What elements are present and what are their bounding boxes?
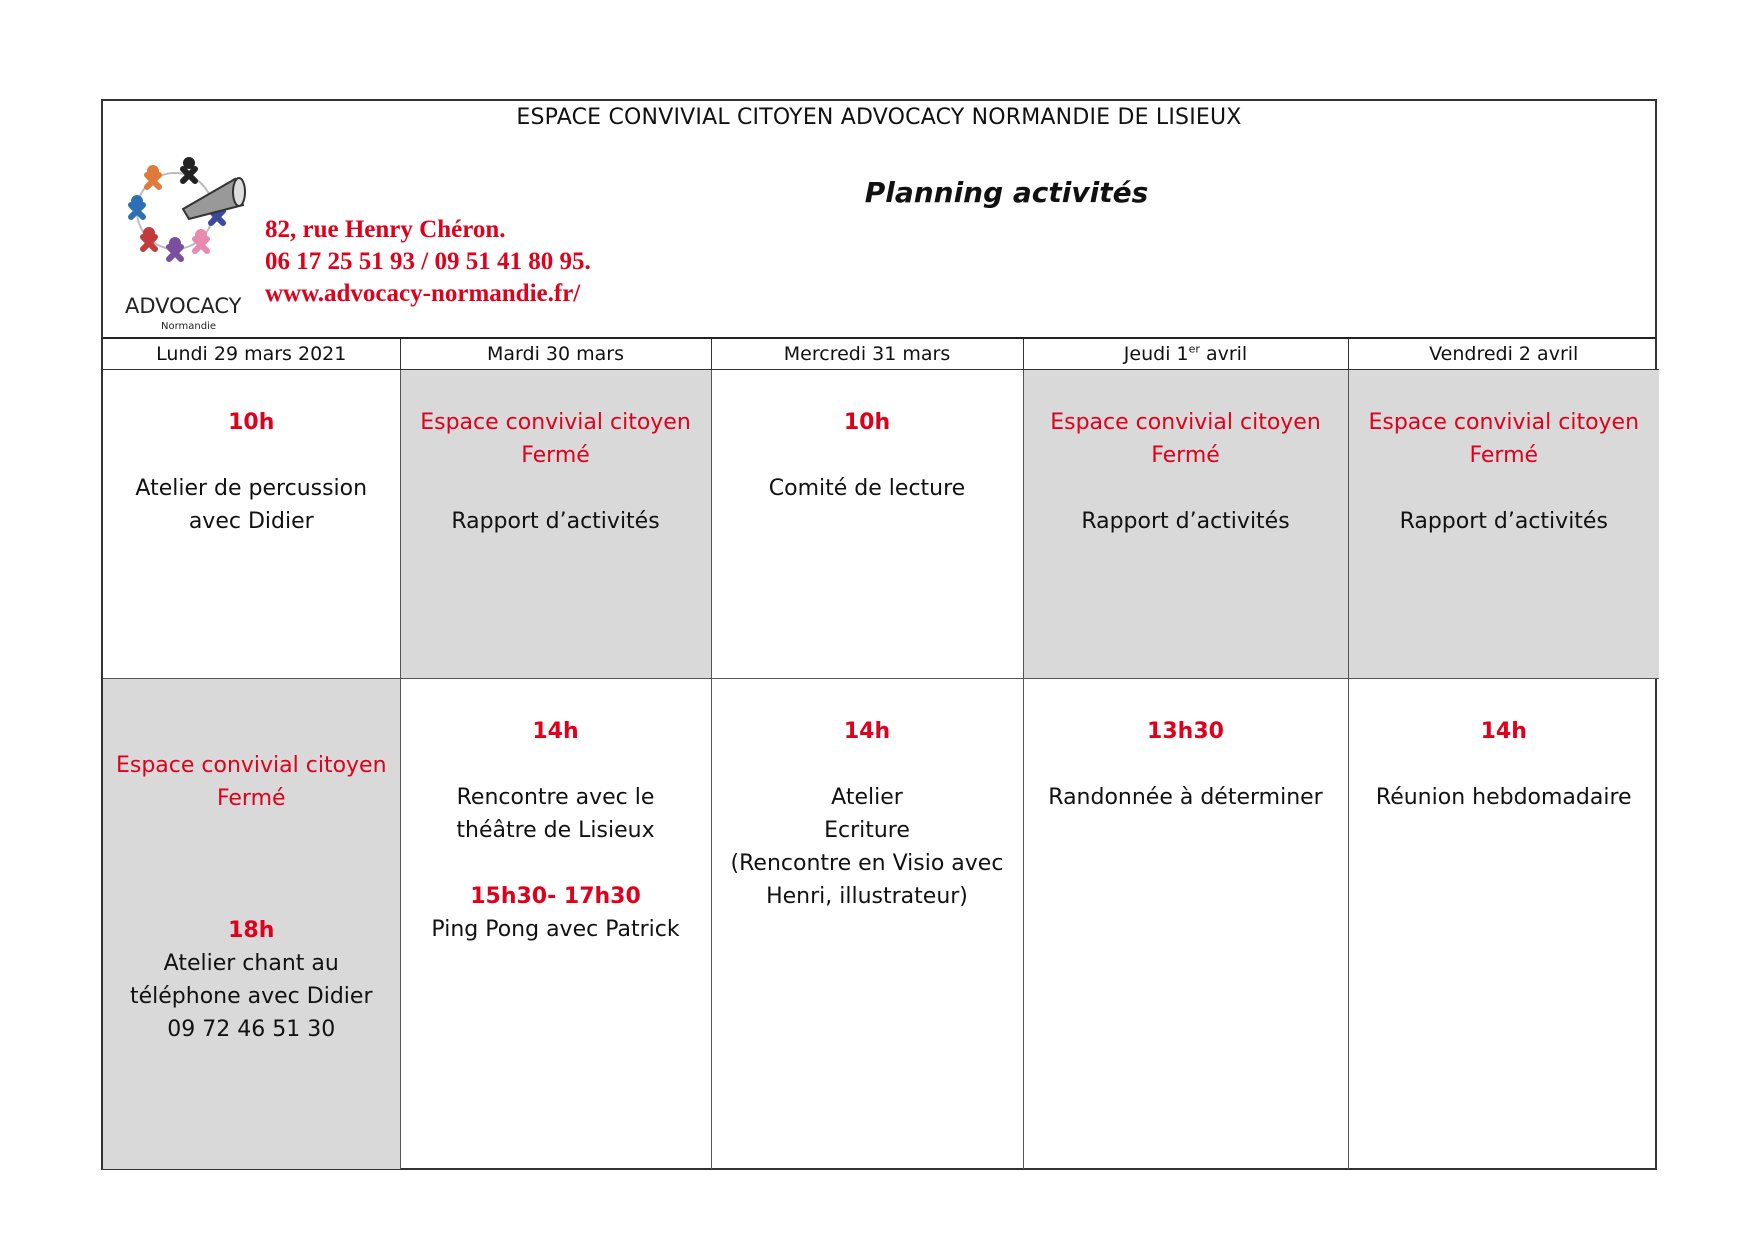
day-tuesday: Mardi 30 mars (400, 339, 711, 370)
logo-sub: Normandie (161, 321, 217, 332)
cell-tuesday-afternoon: 14h Rencontre avec le théâtre de Lisieux 15h30- 17h30 Ping Pong avec Patrick (400, 679, 711, 1169)
cell-friday-morning: Espace convivial citoyen Fermé Rapport d’activités (1348, 370, 1659, 679)
logo-word: ADVOCACY (125, 294, 242, 318)
website-link[interactable]: www.advocacy-normandie.fr/ (265, 280, 581, 307)
morning-row (103, 370, 1659, 679)
day-wednesday: Mercredi 31 mars (711, 339, 1023, 370)
org-title: ESPACE CONVIVIAL CITOYEN ADVOCACY NORMANDIE DE LISIEUX (516, 105, 1242, 130)
address: 82, rue Henry Chéron. (265, 216, 506, 243)
cell-friday-afternoon: 14h Réunion hebdomadaire (1348, 679, 1659, 1169)
cell-wednesday-morning: 10h Comité de lecture (711, 370, 1023, 679)
people-circle-icon (117, 131, 257, 296)
contact-block (265, 214, 591, 310)
advocacy-logo (117, 131, 257, 332)
cell-wednesday-afternoon: 14h Atelier Ecriture (Rencontre en Visio avec Henri, illustrateur) (711, 679, 1023, 1169)
cell-monday-morning: 10h Atelier de percussion avec Didier (103, 370, 400, 679)
cell-thursday-afternoon: 13h30 Randonnée à déterminer (1023, 679, 1348, 1169)
day-friday: Vendredi 2 avril (1348, 339, 1659, 370)
cell-tuesday-morning: Espace convivial citoyen Fermé Rapport d’activités (400, 370, 711, 679)
phone-numbers: 06 17 25 51 93 / 09 51 41 80 95. (265, 248, 591, 275)
day-thursday: Jeudi 1er avril (1023, 339, 1348, 370)
header (103, 101, 1655, 339)
page-title: Planning activités (864, 176, 1149, 209)
afternoon-row (103, 679, 1659, 1169)
cell-thursday-morning: Espace convivial citoyen Fermé Rapport d’activités (1023, 370, 1348, 679)
cell-monday-afternoon: Espace convivial citoyen Fermé 18h Atelier chant au téléphone avec Didier 09 72 46 51 30 (103, 679, 400, 1169)
day-monday: Lundi 29 mars 2021 (103, 339, 400, 370)
day-header-row (103, 339, 1659, 370)
planning-sheet (101, 99, 1657, 1170)
schedule-table (103, 339, 1659, 1169)
